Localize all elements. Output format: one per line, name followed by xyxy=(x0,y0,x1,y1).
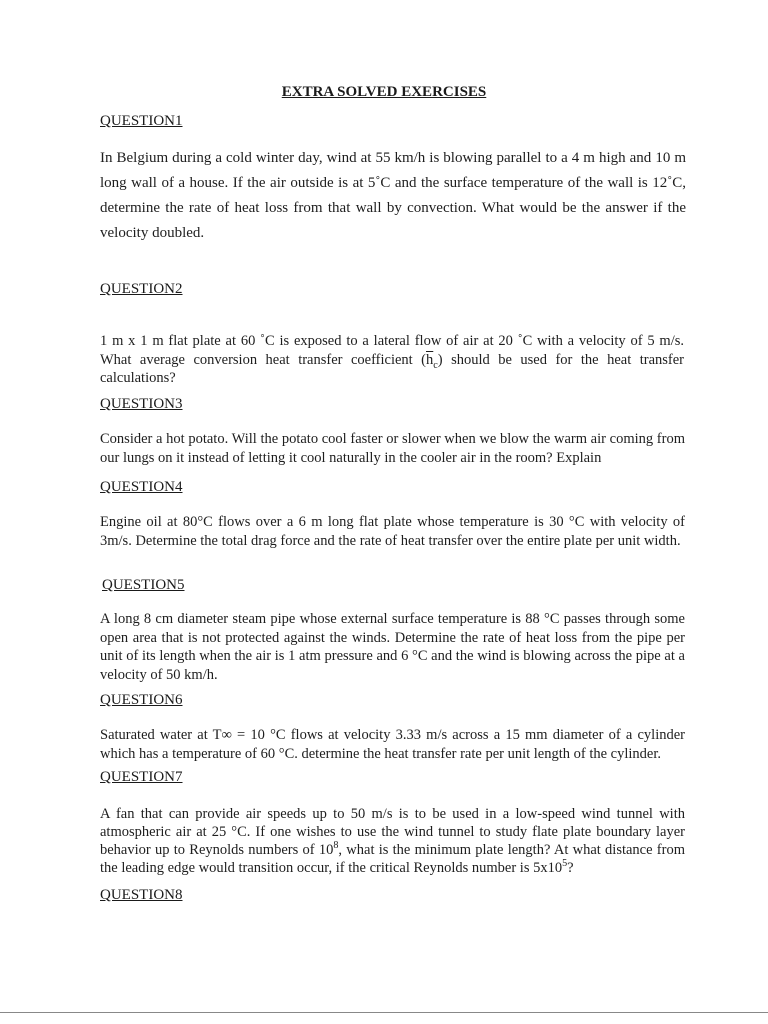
question-3-text: Consider a hot potato. Will the potato cool faster or slower when we blow the warm air coming from our lungs on it instead of letting it cool naturally in the cooler air in the room? Explain xyxy=(100,431,685,466)
question-4-heading: QUESTION4 xyxy=(100,479,183,495)
question-8-heading: QUESTION8 xyxy=(100,887,183,903)
question-1-text: In Belgium during a cold winter day, wind at 55 km/h is blowing parallel to a 4 m high and 10 m long wall of a house. If the air outside is at 5˚C and the surface temperature of the wall is 12˚C, determine the rate of heat loss from that wall by convection. What would be the answer if the velocity doubled. xyxy=(100,150,686,241)
question-6-text: Saturated water at T∞ = 10 °C flows at velocity 3.33 m/s across a 15 mm diameter of a cylinder which has a temperature of 60 °C. determine the heat transfer rate per unit length of the cylinder. xyxy=(100,727,685,762)
question-4-text: Engine oil at 80°C flows over a 6 m long flat plate whose temperature is 30 °C with velocity of 3m/s. Determine the total drag force and the rate of heat transfer over the entire plate per unit width. xyxy=(100,514,685,549)
question-2-text-after: ) should be used for the heat transfer calculations? xyxy=(100,351,684,386)
reynolds-exponent-1: 8 xyxy=(333,840,339,852)
question-7-text-part2: , what is the minimum plate length? At what distance from the leading edge would transition occur, if the critical Reynolds number is 5x10 xyxy=(100,842,685,876)
page-bottom-edge xyxy=(0,1012,768,1013)
question-7-text-part1: A fan that can provide air speeds up to 50 m/s is to be used in a low-speed wind tunnel with atmospheric air at 25 °C. If one wishes to use the wind tunnel to study flate plate boundary layer behavior up to Reynolds numbers of 10 xyxy=(100,806,685,858)
question-5-text: A long 8 cm diameter steam pipe whose external surface temperature is 88 °C passes through some open area that is not protected against the winds. Determine the rate of heat loss from the pipe per unit of its length when the air is 1 atm pressure and 6 °C and the wind is blowing across the pipe at a velocity of 50 km/h. xyxy=(100,611,685,683)
question-7-heading: QUESTION7 xyxy=(100,769,183,785)
document-title: EXTRA SOLVED EXERCISES xyxy=(281,84,487,100)
question-6-heading: QUESTION6 xyxy=(100,692,183,708)
question-7-text-part3: ? xyxy=(567,860,574,876)
question-2-text xyxy=(100,332,684,388)
question-1-heading: QUESTION1 xyxy=(100,113,183,129)
question-2-heading: QUESTION2 xyxy=(100,281,183,297)
heat-transfer-coefficient-subscript: c xyxy=(433,359,438,371)
reynolds-exponent-2: 5 xyxy=(562,858,568,870)
question-3-heading: QUESTION3 xyxy=(100,396,183,412)
question-7-text xyxy=(100,805,685,877)
question-2-text-before: 1 m x 1 m flat plate at 60 ˚C is exposed to a lateral flow of air at 20 ˚C with a velocity of 5 m/s. What average conversion heat transfer coefficient ( xyxy=(100,333,684,368)
heat-transfer-coefficient-symbol: $\overline{h}$ xyxy=(426,351,434,368)
question-5-heading: QUESTION5 xyxy=(102,577,185,593)
